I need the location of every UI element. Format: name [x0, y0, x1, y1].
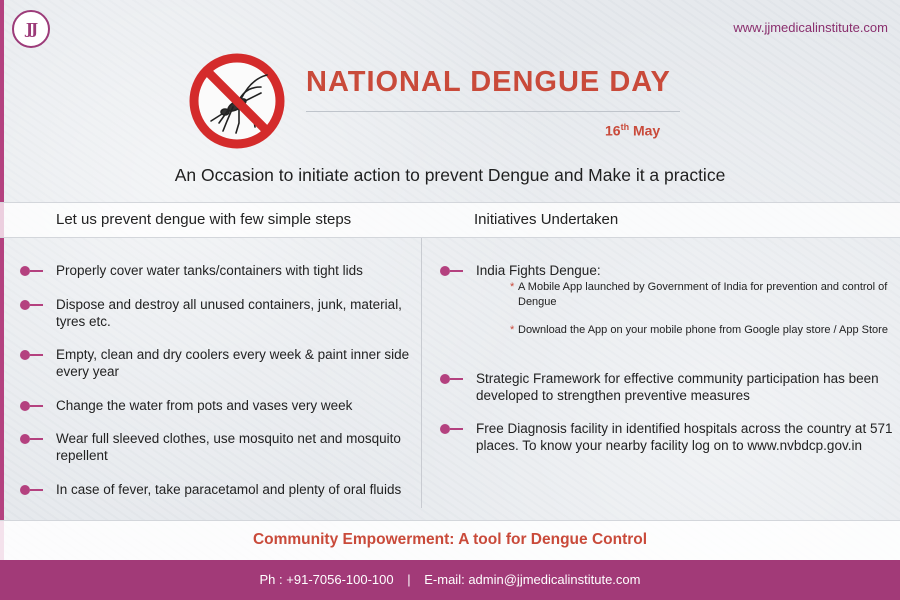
bullet-dot-icon: [20, 434, 30, 444]
website-link[interactable]: www.jjmedicalinstitute.com: [733, 20, 888, 35]
list-item-text: In case of fever, take paracetamol and plenty of oral fluids: [56, 482, 402, 497]
bullet-line: [30, 489, 43, 491]
bullet-line: [30, 270, 43, 272]
bullet-line: [450, 378, 463, 380]
page-title: NATIONAL DENGUE DAY: [306, 66, 671, 98]
phone-number[interactable]: +91-7056-100-100: [286, 572, 394, 587]
list-item-text: India Fights Dengue:: [476, 263, 601, 278]
list-item-text: Empty, clean and dry coolers every week & paint inner side every year: [56, 347, 410, 379]
sub-item: [510, 323, 890, 338]
prevention-heading: Let us prevent dengue with few simple steps: [56, 211, 352, 228]
bullet-line: [30, 304, 43, 306]
bullet-line: [450, 428, 463, 430]
email-link[interactable]: admin@jjmedicalinstitute.com: [468, 572, 641, 587]
left-accent-stripe: [0, 0, 4, 600]
footer-tagline: Community Empowerment: A tool for Dengue Control: [252, 531, 648, 548]
asterisk-icon: *: [510, 324, 515, 336]
no-mosquito-icon: [189, 53, 285, 149]
bullet-dot-icon: [20, 300, 30, 310]
tagline: An Occasion to initiate action to prevent Dengue and Make it a practice: [174, 165, 726, 185]
date-month: May: [632, 122, 661, 139]
list-item-text: Free Diagnosis facility in identified hospitals across the country at 571 places. To know your nearby facility log on to www.nvbdcp.gov.in: [476, 421, 893, 453]
event-date: [605, 122, 660, 139]
list-item-text: Dispose and destroy all unused containers, junk, material, tyres etc.: [56, 297, 402, 329]
list-item-text: Change the water from pots and vases very week: [56, 398, 353, 413]
phone-label: Ph :: [259, 572, 283, 587]
list-item-text: Properly cover water tanks/containers with tight lids: [56, 263, 363, 278]
logo[interactable]: [12, 10, 50, 48]
date-suffix: th: [620, 122, 630, 132]
list-item-text: Strategic Framework for effective community participation has been developed to strengthen preventive measures: [476, 371, 879, 403]
sub-item-text: Download the App on your mobile phone from Google play store / App Store: [518, 324, 888, 336]
initiatives-heading: Initiatives Undertaken: [474, 211, 619, 228]
list-item-text: Wear full sleeved clothes, use mosquito net and mosquito repellent: [56, 431, 401, 463]
email-label: E-mail:: [424, 572, 465, 587]
bullet-line: [450, 270, 463, 272]
bullet-dot-icon: [440, 266, 450, 276]
bullet-line: [30, 405, 43, 407]
logo-text: JJ: [25, 20, 37, 38]
bullet-dot-icon: [20, 485, 30, 495]
date-day: 16: [605, 122, 621, 139]
contact-separator: |: [407, 572, 411, 587]
sub-item: [510, 280, 890, 310]
bullet-dot-icon: [20, 266, 30, 276]
bullet-dot-icon: [440, 374, 450, 384]
bullet-line: [30, 438, 43, 440]
bullet-dot-icon: [20, 350, 30, 360]
bullet-line: [30, 354, 43, 356]
contact-info: [0, 572, 900, 587]
sub-item-text: A Mobile App launched by Government of India for prevention and control of Dengue: [518, 281, 888, 308]
bullet-dot-icon: [20, 401, 30, 411]
column-divider: [421, 238, 422, 508]
bullet-dot-icon: [440, 424, 450, 434]
asterisk-icon: *: [510, 281, 515, 293]
title-divider: [306, 111, 680, 112]
